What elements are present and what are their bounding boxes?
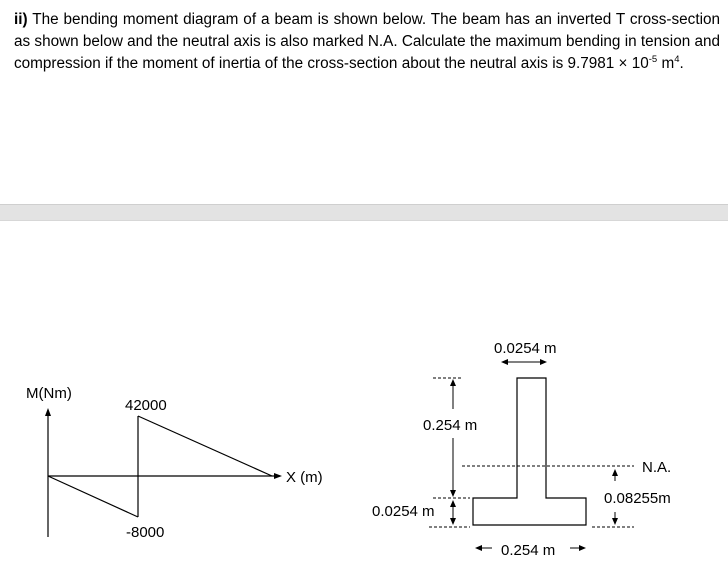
web-width-label: 0.0254 m bbox=[494, 340, 557, 357]
web-height-label: 0.254 m bbox=[423, 417, 478, 434]
na-dim-arrow-down bbox=[612, 518, 618, 525]
flange-width-arrow-right bbox=[579, 545, 586, 551]
bmd-y-axis-arrow bbox=[45, 408, 51, 416]
question-body: The bending moment diagram of a beam is shown below. The beam has an inverted T cross-section as shown below and the neutral axis is also marked N.A. Calculate the maximum bending in tension and compression if the moment of inertia of the cross-section about the neutral axis is 9.7981 × 10 bbox=[14, 11, 720, 72]
bmd-max-label: 42000 bbox=[125, 397, 167, 414]
t-section-outline bbox=[473, 378, 586, 525]
flange-thickness-arrow-down bbox=[450, 518, 456, 525]
web-height-arrow-up bbox=[450, 379, 456, 386]
flange-width-arrow-left bbox=[475, 545, 482, 551]
bmd-positive-segment bbox=[138, 416, 272, 476]
bmd-y-axis-label: M(Nm) bbox=[26, 385, 72, 402]
bending-moment-diagram bbox=[26, 385, 323, 541]
question-unit-exponent: 4 bbox=[674, 54, 680, 65]
neutral-axis-label: N.A. bbox=[642, 459, 672, 476]
na-distance-label: 0.08255m bbox=[604, 490, 671, 507]
flange-thickness-label: 0.0254 m bbox=[372, 503, 435, 520]
bmd-min-label: -8000 bbox=[126, 524, 165, 541]
web-height-arrow-down bbox=[450, 490, 456, 497]
question-unit: m bbox=[657, 55, 675, 72]
bmd-x-axis-label: X (m) bbox=[286, 469, 323, 486]
web-width-arrow-right bbox=[540, 359, 547, 365]
t-cross-section bbox=[372, 340, 671, 559]
question-label: ii) bbox=[14, 11, 28, 28]
question-exponent: -5 bbox=[648, 54, 658, 65]
bmd-negative-segment bbox=[48, 476, 138, 517]
na-dim-arrow-up bbox=[612, 469, 618, 476]
web-width-arrow-left bbox=[501, 359, 508, 365]
flange-thickness-arrow-up bbox=[450, 500, 456, 507]
question-end: . bbox=[679, 55, 684, 72]
bmd-x-axis-arrow bbox=[274, 473, 282, 479]
flange-width-label: 0.254 m bbox=[501, 542, 556, 559]
